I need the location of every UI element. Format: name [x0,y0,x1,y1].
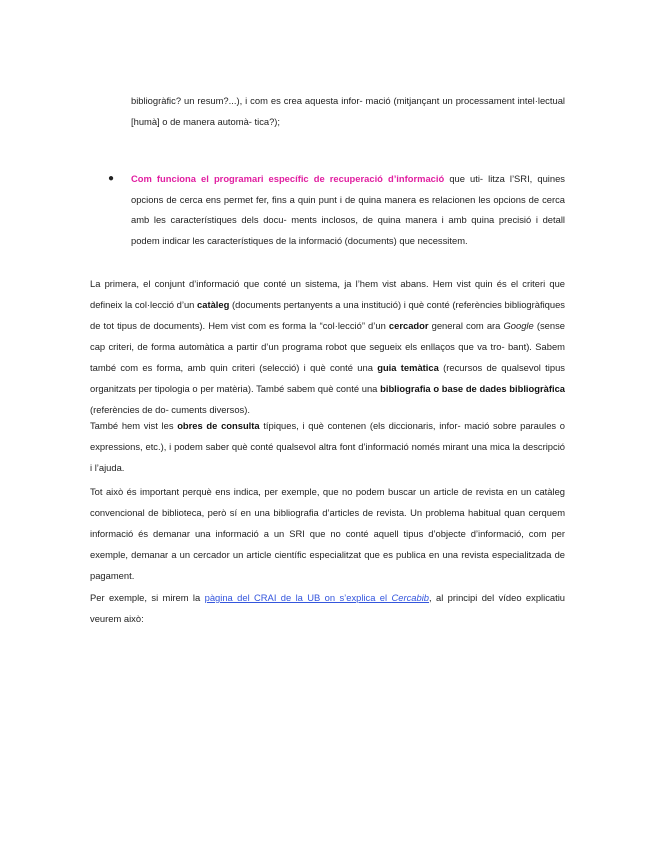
para1-text-3: general com ara [428,320,504,331]
paragraph-2 [90,415,565,478]
term-cercador: cercador [388,320,429,331]
para1-text-5: (recursos de qualsevol tipus organitzats per tipologia o per matèria). També sabem què conté una [90,362,565,394]
paragraph-4 [90,587,565,629]
para1-text-2: (documents pertanyents a una institució) i què conté (referències bibliogràfiques de tot tipus de documents). Hem vist com es forma la “col·lecció” d’un [90,299,565,331]
link-text: pàgina del CRAI de la UB on s’explica el [204,592,392,603]
term-cataleg: catàleg [197,299,230,310]
term-obres-de-consulta: obres de consulta [177,420,260,431]
para1-text-1: La primera, el conjunt d’informació que conté un sistema, ja l’hem vist abans. Hem vist quin és el criteri que defineix la col·lecció d’un [90,278,565,310]
bullet-highlight: Com funciona el programari específic de recuperació d’informació [131,173,445,184]
para2-text-2: típiques, i què contenen (els diccionaris, infor- mació sobre paraules o expressions, etc.), i podem saber què conté qualsevol altra font d’informació només mirant una mica la descripció i l’ajuda. [90,420,566,473]
paragraph-1 [90,273,565,420]
link-text-cercabib: Cercabib [391,592,429,603]
bullet-dot-icon: ● [108,173,115,184]
para1-text-6: (referències de do- cuments diversos). [90,404,250,415]
crai-cercabib-link[interactable] [205,592,429,603]
para3-text: Tot això és important perquè ens indica, per exemple, que no podem buscar un article de revista en un catàleg convencional de biblioteca, però sí en una bibliografia d’articles de revista. Un problema habitual quan cerquem informació és demanar una informació a un SRI que no conté aquell tipus d’objecte d’informació, com per exemple, demanar a un cercador un article científic especialitzat que es publica en una revista especialitzada de pagament. [90,486,565,581]
term-bibliografia: bibliografia o base de dades bibliogràfica [380,383,565,394]
para4-text-2: , al principi del vídeo explicatiu veurem això: [90,592,565,624]
bullet-item [108,169,565,251]
para1-text-4: (sense cap criteri, de forma automàtica a partir d’un programa robot que segueix els enllaços que va tro- bant). Sabem també com es forma, amb quin criteri (selecció) i què conté una [90,320,565,373]
bullet-text: que uti- litza l’SRI, quines opcions de cerca ens permet fer, fins a quin punt i de quina manera es relacionen les opcions de cerca amb les característiques dels docu- ments inclosos, de quina manera i amb quina precisió i detall podem indicar les característiques de la informació (documents) que necessitem. [131,173,565,246]
para2-text-1: També hem vist les [90,420,178,431]
para4-text-1: Per exemple, si mirem la [90,592,205,603]
bullet-continuation [131,91,565,132]
continuation-text: bibliogràfic? un resum?...), i com es crea aquesta infor- mació (mitjançant un processament intel·lectual [humà] o de manera automà- tica?); [131,95,565,127]
paragraph-3 [90,481,565,586]
term-guia-tematica: guia temàtica [377,362,439,373]
term-google: Google [503,320,534,331]
